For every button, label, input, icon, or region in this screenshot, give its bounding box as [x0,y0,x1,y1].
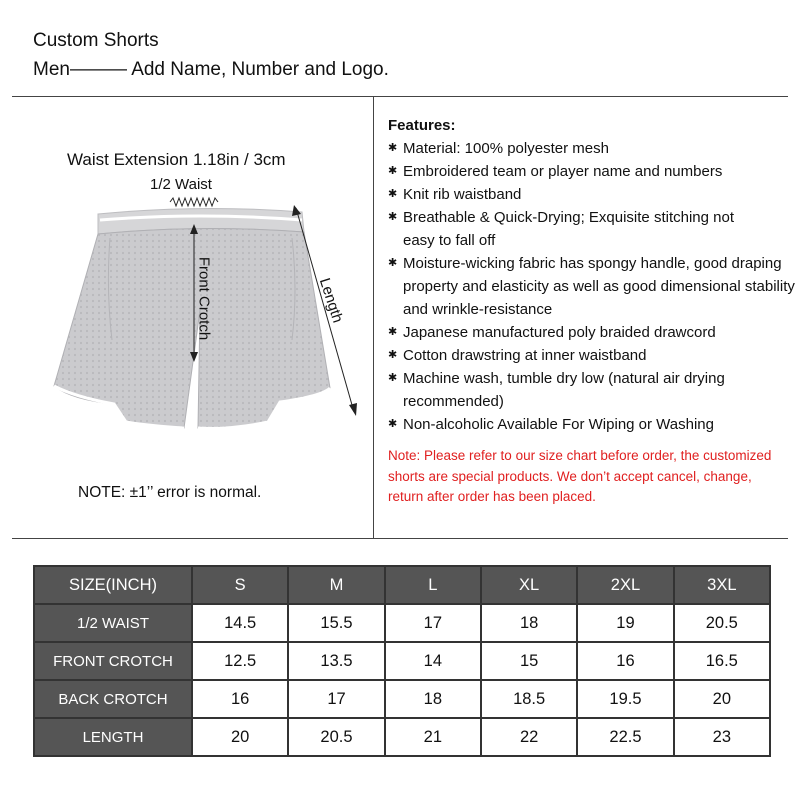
table-header-cell: SIZE(INCH) [34,566,192,604]
feature-item: ✱ Machine wash, tumble dry low (natural air drying recommended) [388,367,798,413]
feature-item: ✱ Embroidered team or player name and numbers [388,160,788,183]
table-cell: 20.5 [288,718,384,756]
half-waist-measure-icon [170,198,218,206]
table-cell: 17 [385,604,481,642]
table-cell: 22 [481,718,577,756]
table-cell: 13.5 [288,642,384,680]
asterisk-bullet-icon: ✱ [388,188,398,200]
table-header-row [34,566,770,604]
table-cell: 15.5 [288,604,384,642]
table-header-cell: XL [481,566,577,604]
table-header-cell: S [192,566,288,604]
feature-item: ✱ Cotton drawstring at inner waistband [388,344,788,367]
table-cell: 16.5 [674,642,770,680]
feature-item: ✱ Japanese manufactured poly braided drawcord [388,321,788,344]
table-cell: 18.5 [481,680,577,718]
front-crotch-label: Front Crotch [195,256,213,341]
table-cell: 20 [674,680,770,718]
feature-item: ✱ Moisture-wicking fabric has spongy handle, good draping property and elasticity as well as good dimensional stability and wrinkle-resistance [388,252,798,321]
table-row-label: 1/2 WAIST [34,604,192,642]
table-header-cell: 2XL [577,566,673,604]
table-cell: 21 [385,718,481,756]
table-cell: 19 [577,604,673,642]
asterisk-bullet-icon: ✱ [388,165,398,177]
table-cell: 20 [192,718,288,756]
page-title: Custom Shorts [33,30,159,51]
feature-item: ✱ Breathable & Quick-Drying; Exquisite stitching not easy to fall off [388,206,763,252]
table-cell: 22.5 [577,718,673,756]
table-cell: 14 [385,642,481,680]
feature-item: ✱ Material: 100% polyester mesh [388,137,788,160]
features-list [388,137,795,436]
features-section [388,114,795,436]
order-note: Note: Please refer to our size chart before order, the customized shorts are special products. We don’t accept cancel, change, return after order has been placed. [388,448,772,504]
table-row-label: BACK CROTCH [34,680,192,718]
table-row [34,642,770,680]
top-divider [12,96,788,97]
features-title: Features: [388,117,456,134]
table-header-cell: L [385,566,481,604]
asterisk-bullet-icon: ✱ [388,142,398,154]
table-row [34,680,770,718]
waist-extension-label: Waist Extension 1.18in / 3cm [67,150,286,169]
table-cell: 19.5 [577,680,673,718]
asterisk-bullet-icon: ✱ [388,349,398,361]
asterisk-bullet-icon: ✱ [388,211,398,223]
middle-divider [373,96,374,538]
table-row [34,718,770,756]
table-cell: 14.5 [192,604,288,642]
asterisk-bullet-icon: ✱ [388,257,398,269]
half-waist-label: 1/2 Waist [150,176,212,193]
error-note: NOTE: ±1’’ error is normal. [78,484,262,501]
page-subtitle: Men——— Add Name, Number and Logo. [33,59,389,80]
bottom-divider [12,538,788,539]
asterisk-bullet-icon: ✱ [388,326,398,338]
feature-item: ✱ Non-alcoholic Available For Wiping or Washing [388,413,788,436]
length-label: Length [315,276,347,325]
table-cell: 16 [577,642,673,680]
table-cell: 18 [481,604,577,642]
table-cell: 18 [385,680,481,718]
size-chart-table [33,565,771,757]
table-cell: 12.5 [192,642,288,680]
table-cell: 17 [288,680,384,718]
table-header-cell: M [288,566,384,604]
table-row-label: FRONT CROTCH [34,642,192,680]
table-header-cell: 3XL [674,566,770,604]
table-row [34,604,770,642]
asterisk-bullet-icon: ✱ [388,372,398,384]
asterisk-bullet-icon: ✱ [388,418,398,430]
table-cell: 15 [481,642,577,680]
table-cell: 20.5 [674,604,770,642]
table-cell: 16 [192,680,288,718]
table-cell: 23 [674,718,770,756]
feature-item: ✱ Knit rib waistband [388,183,788,206]
table-row-label: LENGTH [34,718,192,756]
